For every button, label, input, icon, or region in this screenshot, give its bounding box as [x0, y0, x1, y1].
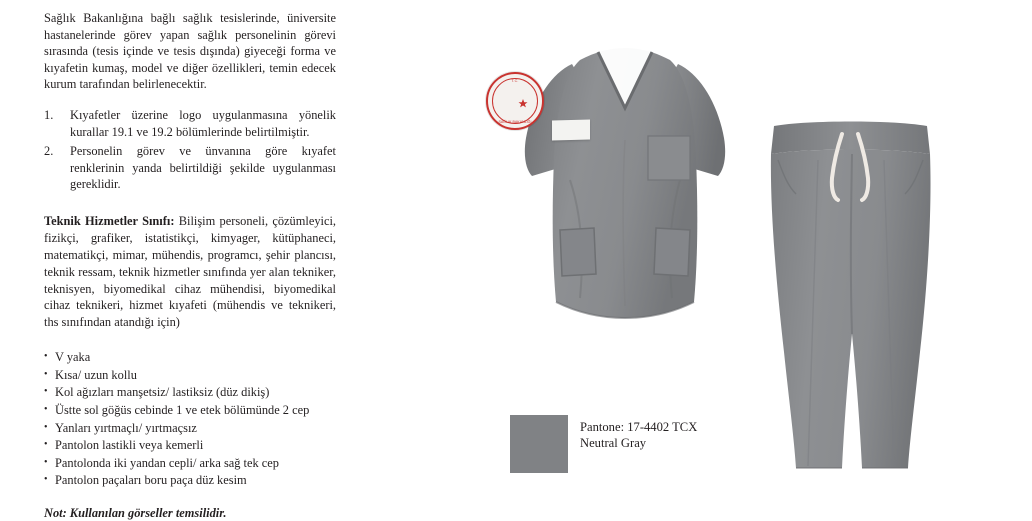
pantone-code: Pantone: 17-4402 TCX: [580, 420, 698, 434]
scrub-top-image: [510, 30, 740, 350]
logo-top-text: T.C.: [511, 79, 519, 83]
list-item: • V yaka: [44, 349, 336, 367]
list-item-text: Personelin görev ve ünvanına göre kıyafet renklerinin yanda belirtildiği şekilde uygulanması gereklidir.: [70, 144, 336, 192]
trousers-image: [758, 120, 943, 490]
list-item: • Pantolonda iki yandan cepli/ arka sağ tek cep: [44, 455, 336, 473]
logo-bottom-text: SAĞLIK BAKANLIĞI: [498, 120, 532, 124]
personnel-class-label: Teknik Hizmetler Sınıfı:: [44, 214, 175, 229]
pantone-name: Neutral Gray: [580, 436, 647, 451]
pantone-swatch-block: [510, 415, 697, 473]
list-item: • Kol ağızları manşetsiz/ lastiksiz (düz dikiş): [44, 384, 336, 402]
garment-illustration-area: [440, 0, 1032, 513]
list-item: • Pantolon paçaları boru paça düz kesim: [44, 472, 336, 490]
personnel-class-text: Bilişim personeli, çözümleyici, fizikçi, grafiker, istatistikçi, kimyager, kütüphaneci, matematikçi, mimar, mühendis, programcı, şehir plancısı, teknik ressam, teknik hizmetler sınıfında yer alan tekniker, teknisyen, biyomedikal cihaz mühendisi, biyomedikal cihaz teknikeri, hizmet kıyafeti (mühendis ve teknikeri, ths sınıfından atandığı için): [44, 214, 337, 330]
list-item-text: Kıyafetler üzerine logo uygulanmasına yönelik kurallar 19.1 ve 19.2 bölümlerinde belirtilmiştir.: [70, 108, 336, 139]
list-item: • Kısa/ uzun kollu: [44, 367, 336, 385]
text-column: [44, 10, 336, 521]
list-item-number: 2.: [44, 144, 54, 159]
intro-paragraph: Sağlık Bakanlığına bağlı sağlık tesislerinde, üniversite hastanelerinde görev yapan sağlık personelinin görevi sırasında (tesis içinde ve tesis dışında) giyeceği forma ve kıyafetin kumaş, model ve diğer özellikleri, temin edecek kurum tarafından belirlenecektir.: [44, 11, 336, 92]
disclaimer-note: Not: Kullanılan görseller temsilidir.: [44, 505, 227, 520]
personnel-class-paragraph: [44, 213, 336, 331]
numbered-list: [44, 107, 336, 193]
list-item-number: 1.: [44, 108, 54, 123]
list-item: [44, 143, 336, 193]
list-item: [44, 107, 336, 140]
list-item: • Yanları yırtmaçlı/ yırtmaçsız: [44, 420, 336, 438]
chest-pocket-label: [552, 120, 590, 141]
list-item: • Pantolon lastikli veya kemerli: [44, 437, 336, 455]
color-swatch: [510, 415, 568, 473]
feature-bullet-list: [44, 349, 336, 490]
ministry-logo-icon: [486, 72, 544, 130]
list-item: • Üstte sol göğüs cebinde 1 ve etek bölümünde 2 cep: [44, 402, 336, 420]
pantone-labels: [580, 415, 697, 451]
crescent-star-icon: [499, 88, 529, 116]
